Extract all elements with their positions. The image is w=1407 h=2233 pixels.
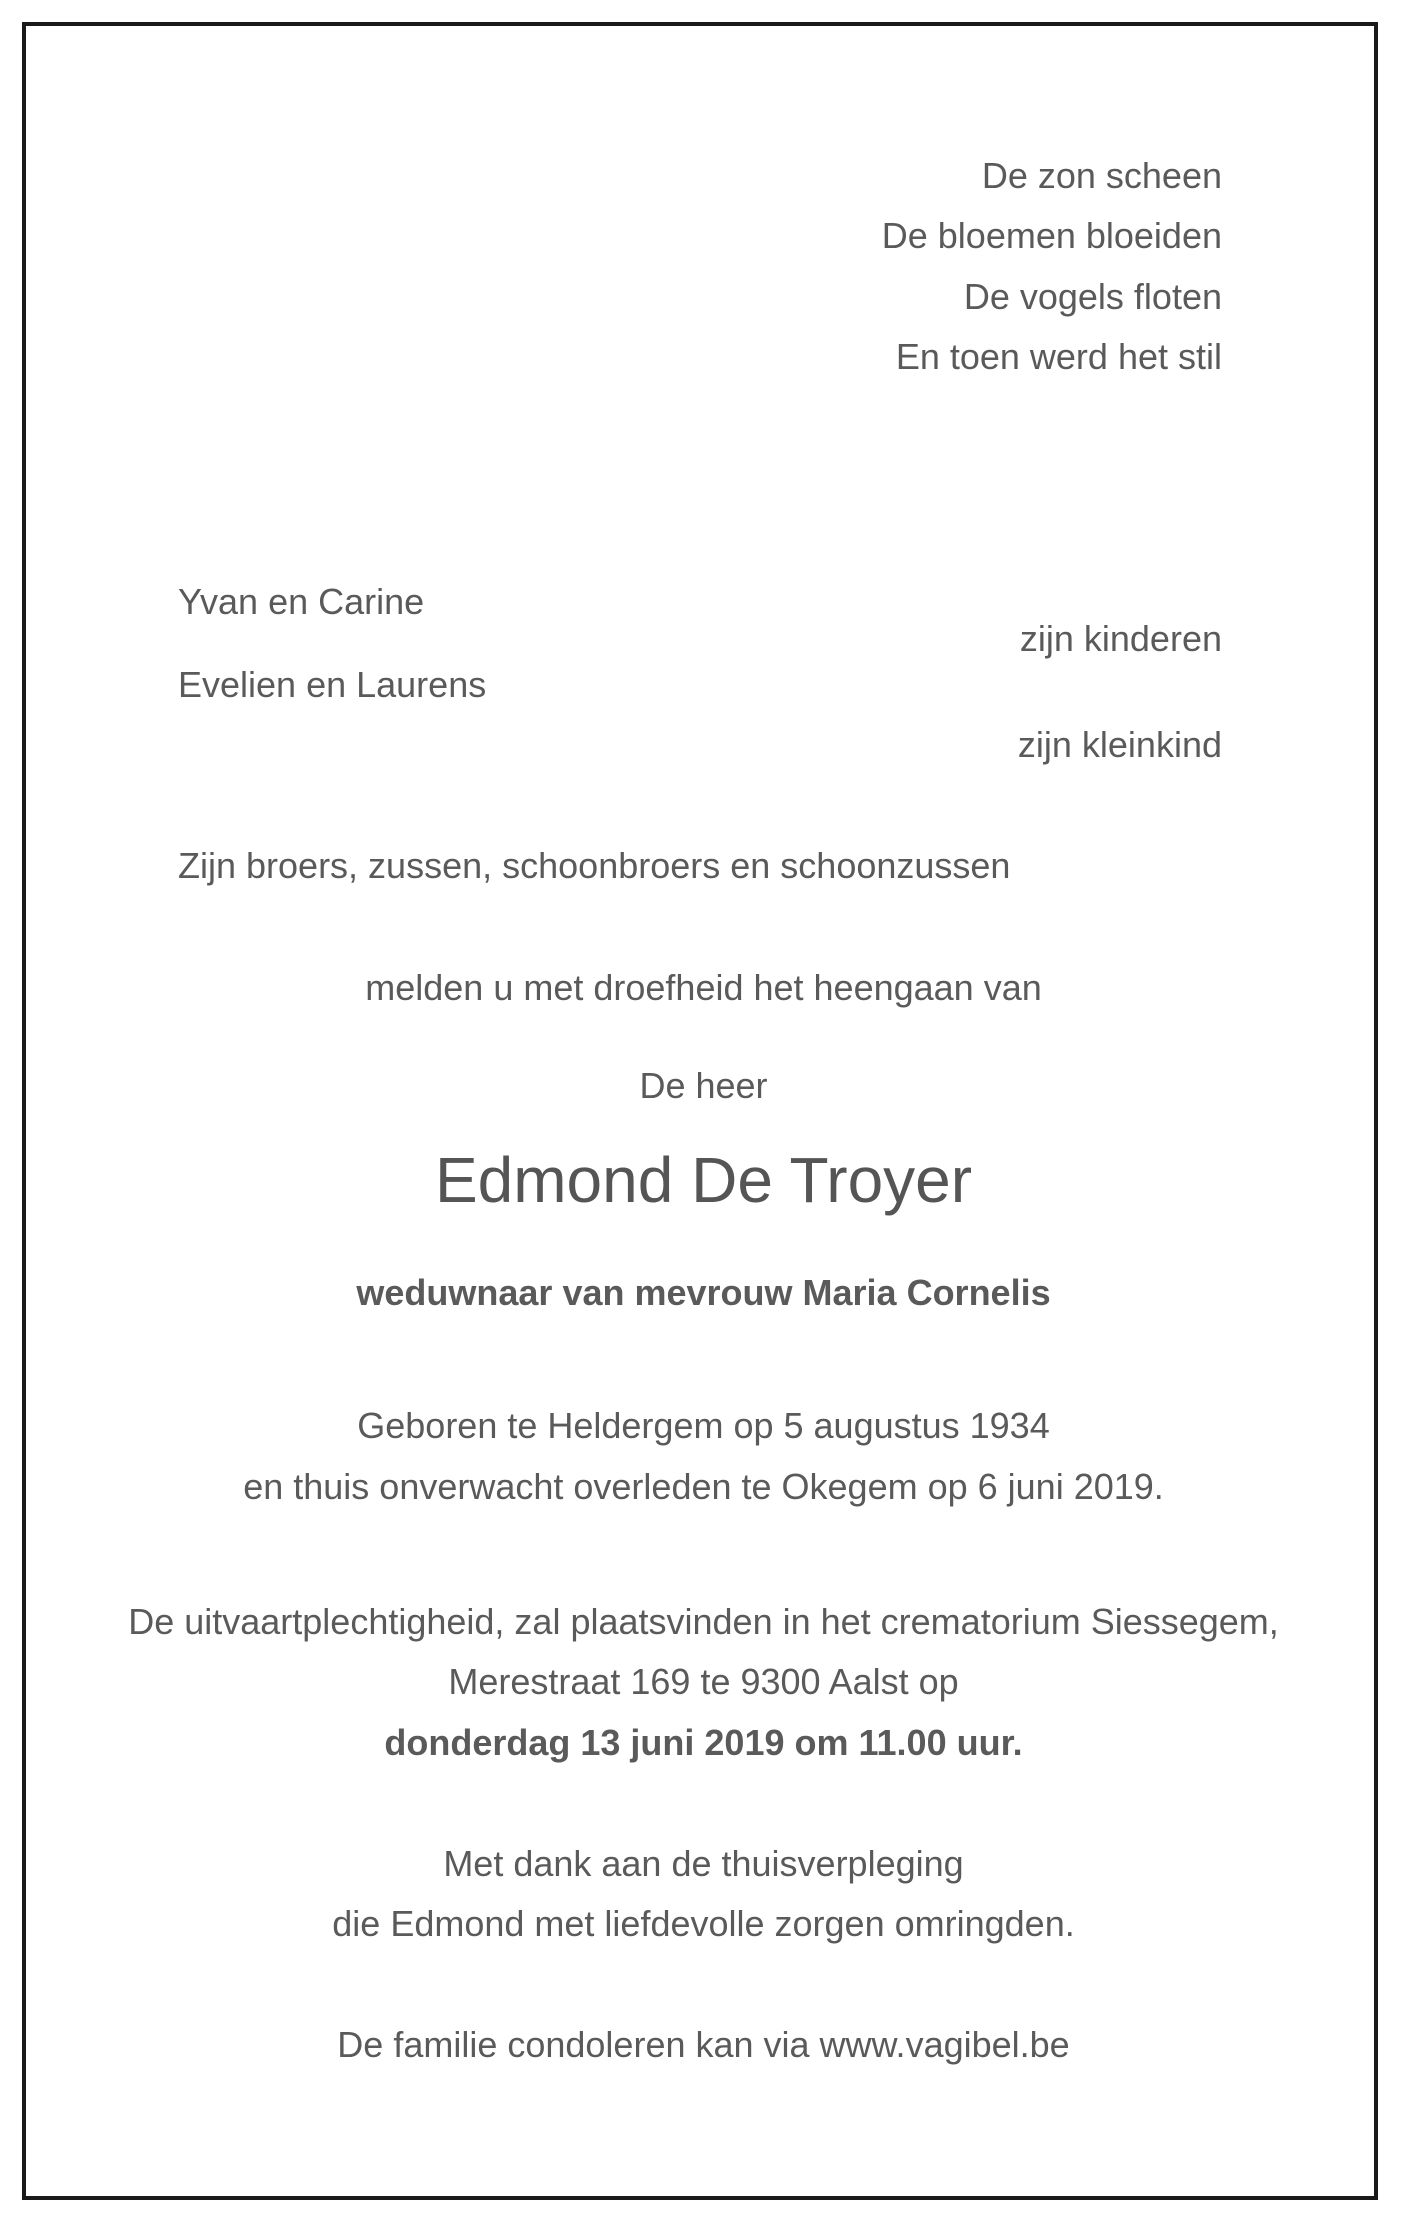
birth-line: Geboren te Heldergem op 5 augustus 1934 <box>357 1405 1050 1446</box>
funeral-line-2: Merestraat 169 te 9300 Aalst op <box>448 1661 959 1702</box>
grandchild-label: zijn kleinkind <box>1017 724 1222 765</box>
children-label: zijn kinderen <box>1019 618 1222 659</box>
children-names: Yvan en Carine <box>178 581 425 622</box>
funeral-line-1: De uitvaartplechtigheid, zal plaatsvinden in het crematorium Siessegem, <box>128 1601 1279 1642</box>
announcement-intro: melden u met droefheid het heengaan van <box>365 967 1042 1008</box>
poem-line-3: De vogels floten <box>963 276 1222 317</box>
siblings-line: Zijn broers, zussen, schoonbroers en schoonzussen <box>178 845 1011 886</box>
poem-line-4: En toen werd het stil <box>895 336 1222 377</box>
funeral-date-line: donderdag 13 juni 2019 om 11.00 uur. <box>384 1722 1023 1763</box>
deceased-name: Edmond De Troyer <box>434 1144 973 1216</box>
poem-line-2: De bloemen bloeiden <box>881 215 1222 256</box>
honorific: De heer <box>639 1065 768 1106</box>
grandchild-names: Evelien en Laurens <box>178 664 487 705</box>
spouse-line: weduwnaar van mevrouw Maria Cornelis <box>356 1272 1051 1313</box>
thanks-line-2: die Edmond met liefdevolle zorgen omringden. <box>332 1903 1075 1944</box>
thanks-line-1: Met dank aan de thuisverpleging <box>443 1843 964 1884</box>
poem-line-1: De zon scheen <box>981 155 1222 196</box>
condolence-line: De familie condoleren kan via www.vagibel.be <box>337 2024 1070 2065</box>
death-line: en thuis onverwacht overleden te Okegem op 6 juni 2019. <box>243 1466 1164 1507</box>
